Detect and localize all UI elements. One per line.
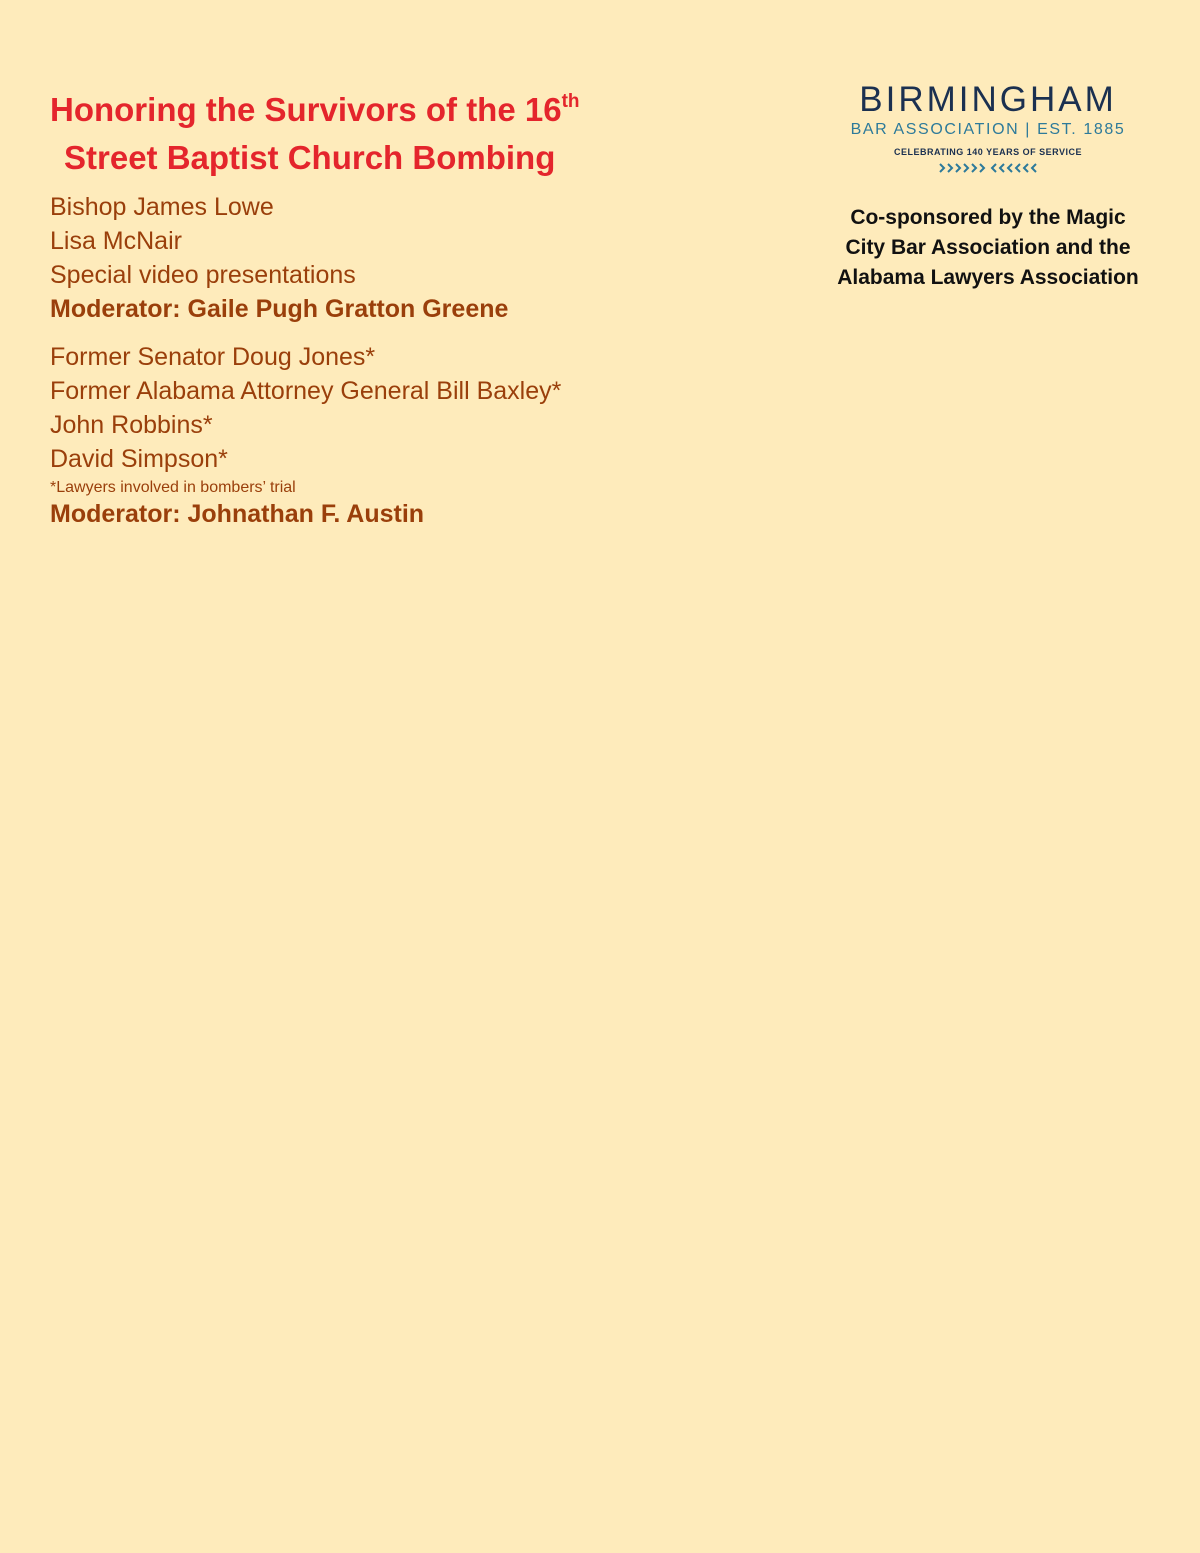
speaker-line: John Robbins*	[50, 411, 213, 439]
speaker-line: Former Senator Doug Jones*	[50, 343, 376, 371]
title-line-1: Honoring the Survivors of the 16th	[50, 91, 580, 128]
panel-lawyers	[50, 340, 690, 531]
title-superscript: th	[561, 91, 580, 112]
speaker-line: Lisa McNair	[50, 227, 182, 255]
moderator-line: Moderator: Johnathan F. Austin	[50, 500, 425, 528]
speaker-line: Special video presentations	[50, 261, 356, 289]
laurel-chevron-icon	[938, 162, 1038, 174]
moderator-line: Moderator: Gaile Pugh Gratton Greene	[50, 295, 509, 323]
speaker-line: Former Alabama Attorney General Bill Baxley*	[50, 377, 562, 405]
logo-subtitle: BAR ASSOCIATION | EST. 1885	[850, 121, 1126, 138]
title-line-2: Street Baptist Church Bombing	[64, 139, 556, 176]
footnote: *Lawyers involved in bombers’ trial	[50, 479, 296, 496]
page-title	[50, 80, 670, 182]
birmingham-bar-logo	[838, 80, 1138, 174]
cosponsor-text: Co-sponsored by the Magic City Bar Association and the Alabama Lawyers Association	[837, 206, 1139, 289]
panel-survivors	[50, 190, 690, 326]
logo-tagline: CELEBRATING 140 YEARS OF SERVICE	[893, 147, 1083, 157]
logo-name: BIRMINGHAM	[859, 80, 1117, 119]
speaker-line: David Simpson*	[50, 445, 228, 473]
speaker-line: Bishop James Lowe	[50, 193, 274, 221]
